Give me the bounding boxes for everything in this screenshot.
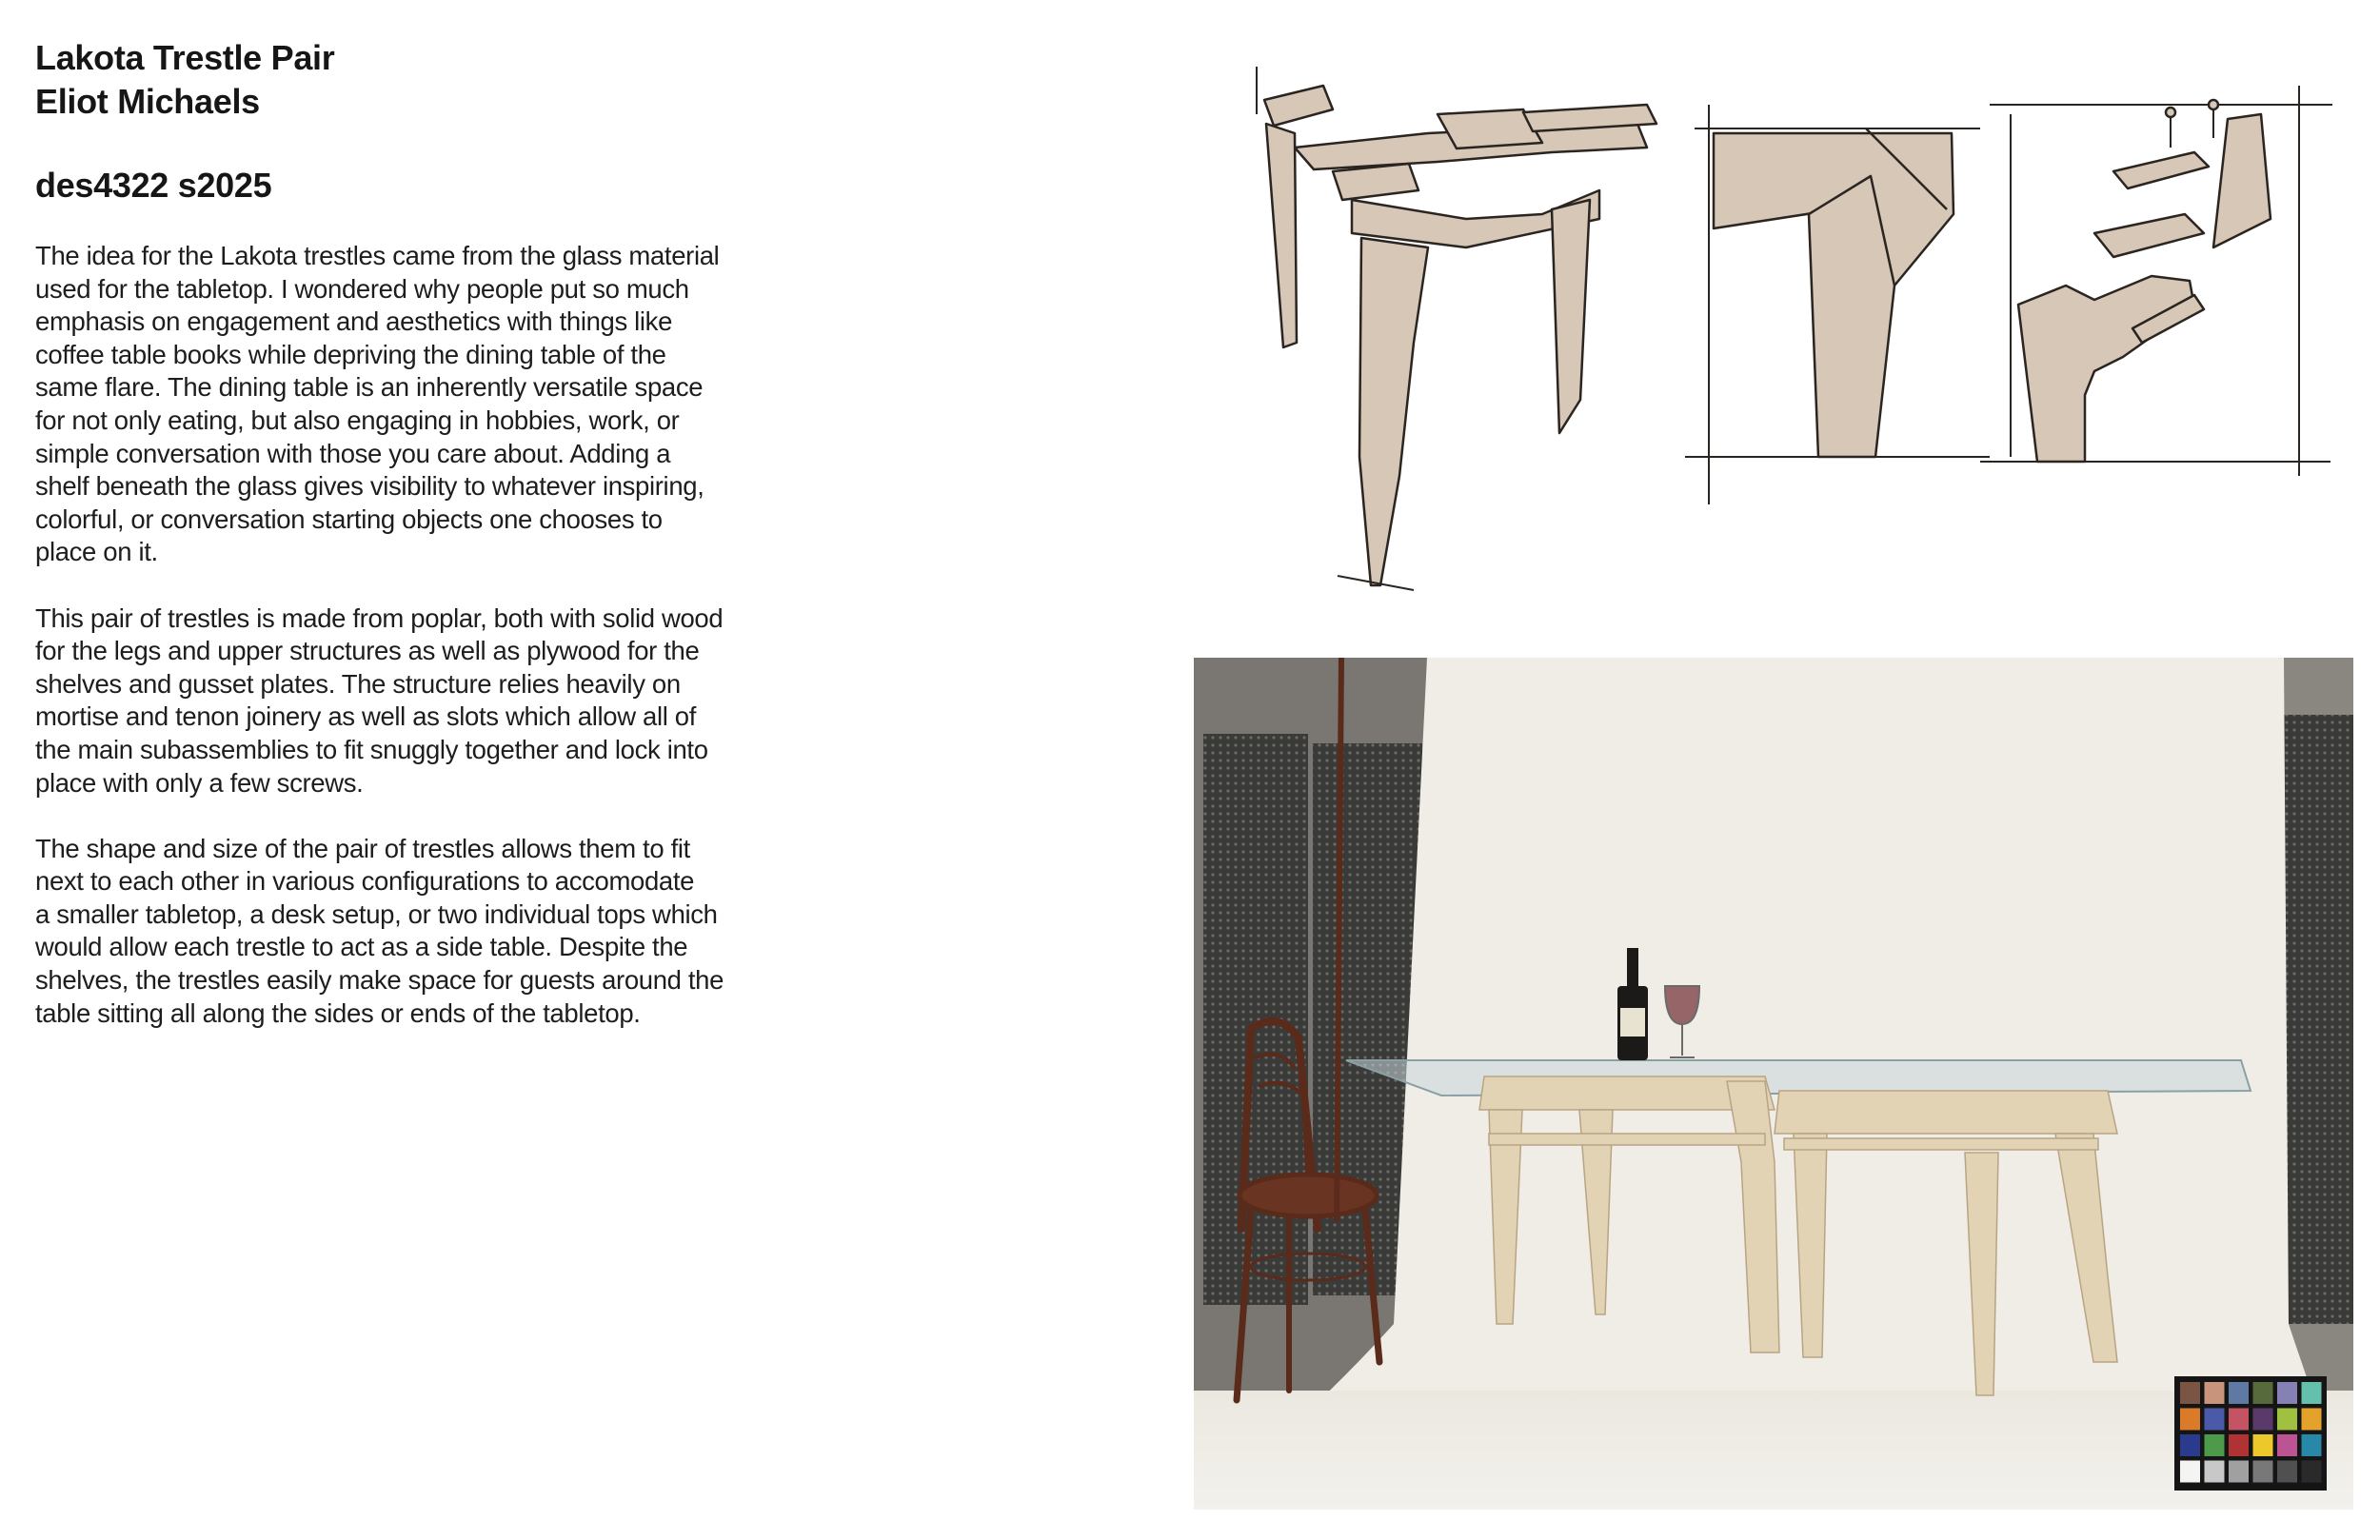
color-patch — [2229, 1434, 2249, 1456]
color-patch — [2302, 1461, 2322, 1483]
text-line: colorful, or conversation starting objects one chooses to — [35, 503, 663, 534]
text-line: same flare. The dining table is an inherently versatile space — [35, 372, 704, 403]
color-patch — [2253, 1409, 2273, 1431]
text-line: simple conversation with those you care about. Adding a — [35, 438, 671, 468]
color-patch — [2180, 1409, 2200, 1431]
color-patch — [2277, 1434, 2297, 1456]
text-line: the main subassemblies to fit snuggly together and lock into — [35, 734, 708, 764]
text-line: a smaller tabletop, a desk setup, or two individual tops which — [35, 898, 718, 929]
description — [35, 240, 816, 1030]
text-line: shelves, the trestles easily make space for guests around the — [35, 965, 724, 996]
paragraph-3 — [35, 833, 816, 1031]
paragraph-1 — [35, 240, 816, 569]
text-line: The idea for the Lakota trestles came from the glass material — [35, 241, 720, 270]
trestle-sketches — [1238, 57, 2342, 600]
color-patch — [2180, 1461, 2200, 1483]
color-patch — [2205, 1434, 2225, 1456]
text-line: used for the tabletop. I wondered why people put so much — [35, 273, 689, 304]
text-line: shelves and gusset plates. The structure relies heavily on — [35, 668, 681, 699]
text-line: shelf beneath the glass gives visibility to whatever inspiring, — [35, 471, 704, 502]
text-line: table sitting all along the sides or ends of the tabletop. — [35, 997, 641, 1028]
paragraph-2 — [35, 602, 816, 800]
text-line: next to each other in various configurations to accomodate — [35, 866, 695, 897]
color-patch — [2229, 1409, 2249, 1431]
color-patch — [2277, 1382, 2297, 1404]
color-patch — [2277, 1409, 2297, 1431]
author-name: Eliot Michaels — [35, 82, 260, 121]
text-column — [35, 36, 816, 1030]
color-patch — [2180, 1382, 2200, 1404]
color-patch — [2277, 1461, 2297, 1483]
text-line: emphasis on engagement and aesthetics with things like — [35, 306, 673, 337]
course-code: des4322 s2025 — [35, 166, 272, 205]
text-line: for not only eating, but also engaging in hobbies, work, or — [35, 405, 680, 435]
text-line: place with only a few screws. — [35, 767, 364, 798]
project-title — [35, 36, 816, 124]
text-line: would allow each trestle to act as a side table. Despite the — [35, 932, 688, 962]
color-patch — [2205, 1461, 2225, 1483]
color-patch — [2302, 1434, 2322, 1456]
text-line: place on it. — [35, 537, 158, 567]
color-patch — [2253, 1461, 2273, 1483]
color-patch — [2180, 1434, 2200, 1456]
color-checker-card — [2174, 1376, 2327, 1491]
text-line: mortise and tenon joinery as well as slots which allow all of — [35, 701, 696, 732]
product-photo — [1194, 658, 2353, 1510]
color-patch — [2229, 1461, 2249, 1483]
text-line: This pair of trestles is made from poplar, both with solid wood — [35, 602, 724, 633]
color-patch — [2302, 1382, 2322, 1404]
text-line: coffee table books while depriving the dining table of the — [35, 339, 666, 369]
exploded-joinery-sketch — [1980, 86, 2332, 476]
joint-detail-sketch — [1685, 105, 1990, 504]
color-patch — [2229, 1382, 2249, 1404]
color-patch — [2253, 1382, 2273, 1404]
trestle-perspective-sketch — [1257, 67, 1656, 590]
text-line: The shape and size of the pair of trestles allows them to fit — [35, 833, 690, 863]
title-line: Lakota Trestle Pair — [35, 38, 335, 77]
text-line: for the legs and upper structures as well as plywood for the — [35, 636, 700, 666]
color-patch — [2205, 1409, 2225, 1431]
color-patch — [2302, 1409, 2322, 1431]
color-patch — [2253, 1434, 2273, 1456]
color-patch — [2205, 1382, 2225, 1404]
